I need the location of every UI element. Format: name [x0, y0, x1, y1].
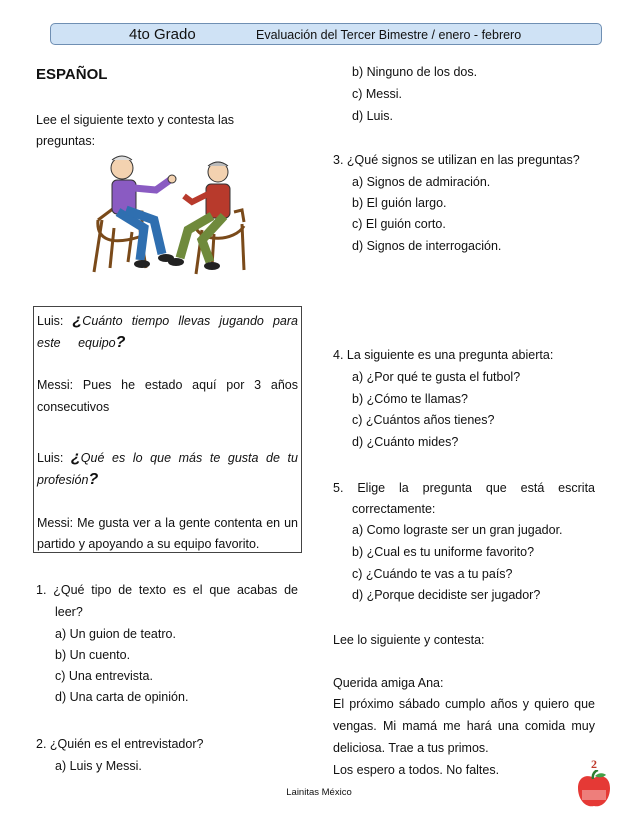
- letter-line-3: deliciosa. Trae a tus primos.: [333, 741, 489, 755]
- dialog-question-text: Cuánto tiempo llevas jugando para: [82, 314, 298, 328]
- question-1-line-1: 1. ¿Qué tipo de texto es el que acabas de: [36, 583, 298, 597]
- q5-option-d[interactable]: d) ¿Porque decidiste ser jugador?: [352, 588, 541, 602]
- question-mark-open: ¿: [71, 449, 81, 466]
- q4-option-c[interactable]: c) ¿Cuántos años tienes?: [352, 413, 495, 427]
- q3-option-c[interactable]: c) El guión corto.: [352, 217, 446, 231]
- dialog-luis-2-line-2: [37, 469, 298, 491]
- q2-option-a[interactable]: a) Luis y Messi.: [55, 759, 142, 773]
- q3-option-d[interactable]: d) Signos de interrogación.: [352, 239, 502, 253]
- question-2-title: 2. ¿Quién es el entrevistador?: [36, 737, 204, 751]
- q5-option-c[interactable]: c) ¿Cuándo te vas a tu país?: [352, 567, 513, 581]
- q4-option-a[interactable]: a) ¿Por qué te gusta el futbol?: [352, 370, 521, 384]
- dialog-question-text: profesión: [37, 473, 89, 487]
- speaker-luis: Luis:: [37, 451, 64, 465]
- interview-text-box: [33, 306, 302, 553]
- q2-option-d[interactable]: d) Luis.: [352, 109, 393, 123]
- question-5-line-1: 5. Elige la pregunta que está escrita: [333, 481, 595, 495]
- dialog-messi-1-line-1: Messi: Pues he estado aquí por 3 años: [37, 378, 298, 392]
- dialog-luis-1-line-2: [37, 332, 298, 354]
- question-mark-open: ¿: [72, 312, 83, 329]
- q4-option-d[interactable]: d) ¿Cuánto mides?: [352, 435, 459, 449]
- intro-line-1: Lee el siguiente texto y contesta las: [36, 113, 235, 127]
- q3-option-b[interactable]: b) El guión largo.: [352, 196, 447, 210]
- q2-option-c[interactable]: c) Messi.: [352, 87, 402, 101]
- question-4-title: 4. La siguiente es una pregunta abierta:: [333, 348, 554, 362]
- dialog-messi-2-line-1: Messi: Me gusta ver a la gente contenta en un: [37, 516, 298, 530]
- dialog-question-text: este equipo: [37, 336, 116, 350]
- q5-option-b[interactable]: b) ¿Cual es tu uniforme favorito?: [352, 545, 535, 559]
- evaluation-title: Evaluación del Tercer Bimestre / enero - febrero: [256, 28, 522, 42]
- letter-line-1: El próximo sábado cumplo años y quiero que: [333, 697, 595, 711]
- dialog-luis-1-line-1: [37, 310, 298, 332]
- dialog-question-text: Qué es lo que más te gusta de tu: [80, 451, 298, 465]
- speaker-luis: Luis:: [37, 314, 64, 328]
- q1-option-d[interactable]: d) Una carta de opinión.: [55, 690, 189, 704]
- dialog-messi-2-line-2: partido y apoyando a su equipo favorito.: [37, 537, 260, 551]
- question-mark-close: ?: [88, 471, 99, 488]
- footer-credit: Lainitas México: [286, 787, 352, 798]
- letter-line-4: Los espero a todos. No faltes.: [333, 763, 500, 777]
- header-bar: [50, 23, 602, 45]
- q1-option-b[interactable]: b) Un cuento.: [55, 648, 131, 662]
- dialog-luis-2-line-1: [37, 447, 298, 469]
- question-3-title: 3. ¿Qué signos se utilizan en las preguntas?: [333, 153, 580, 167]
- intro-line-2: preguntas:: [36, 134, 96, 148]
- question-mark-close: ?: [115, 334, 126, 351]
- section-title: ESPAÑOL: [36, 66, 108, 83]
- read-prompt: Lee lo siguiente y contesta:: [333, 633, 485, 647]
- q4-option-b[interactable]: b) ¿Cómo te llamas?: [352, 392, 469, 406]
- letter-line-2: vengas. Mi mamá me hará una comida muy: [333, 719, 595, 733]
- dialog-messi-1-line-2: consecutivos: [37, 400, 110, 414]
- letter-greeting: Querida amiga Ana:: [333, 676, 444, 690]
- question-5-line-2: correctamente:: [352, 502, 436, 516]
- q2-option-b[interactable]: b) Ninguno de los dos.: [352, 65, 478, 79]
- q3-option-a[interactable]: a) Signos de admiración.: [352, 175, 491, 189]
- q1-option-a[interactable]: a) Un guion de teatro.: [55, 627, 176, 641]
- page-number: 2: [591, 757, 597, 771]
- grade-label: 4to Grado: [129, 26, 196, 43]
- q5-option-a[interactable]: a) Como lograste ser un gran jugador.: [352, 523, 563, 537]
- q1-option-c[interactable]: c) Una entrevista.: [55, 669, 153, 683]
- two-men-chatting-illustration: [84, 150, 254, 280]
- question-1-line-2: leer?: [55, 605, 83, 619]
